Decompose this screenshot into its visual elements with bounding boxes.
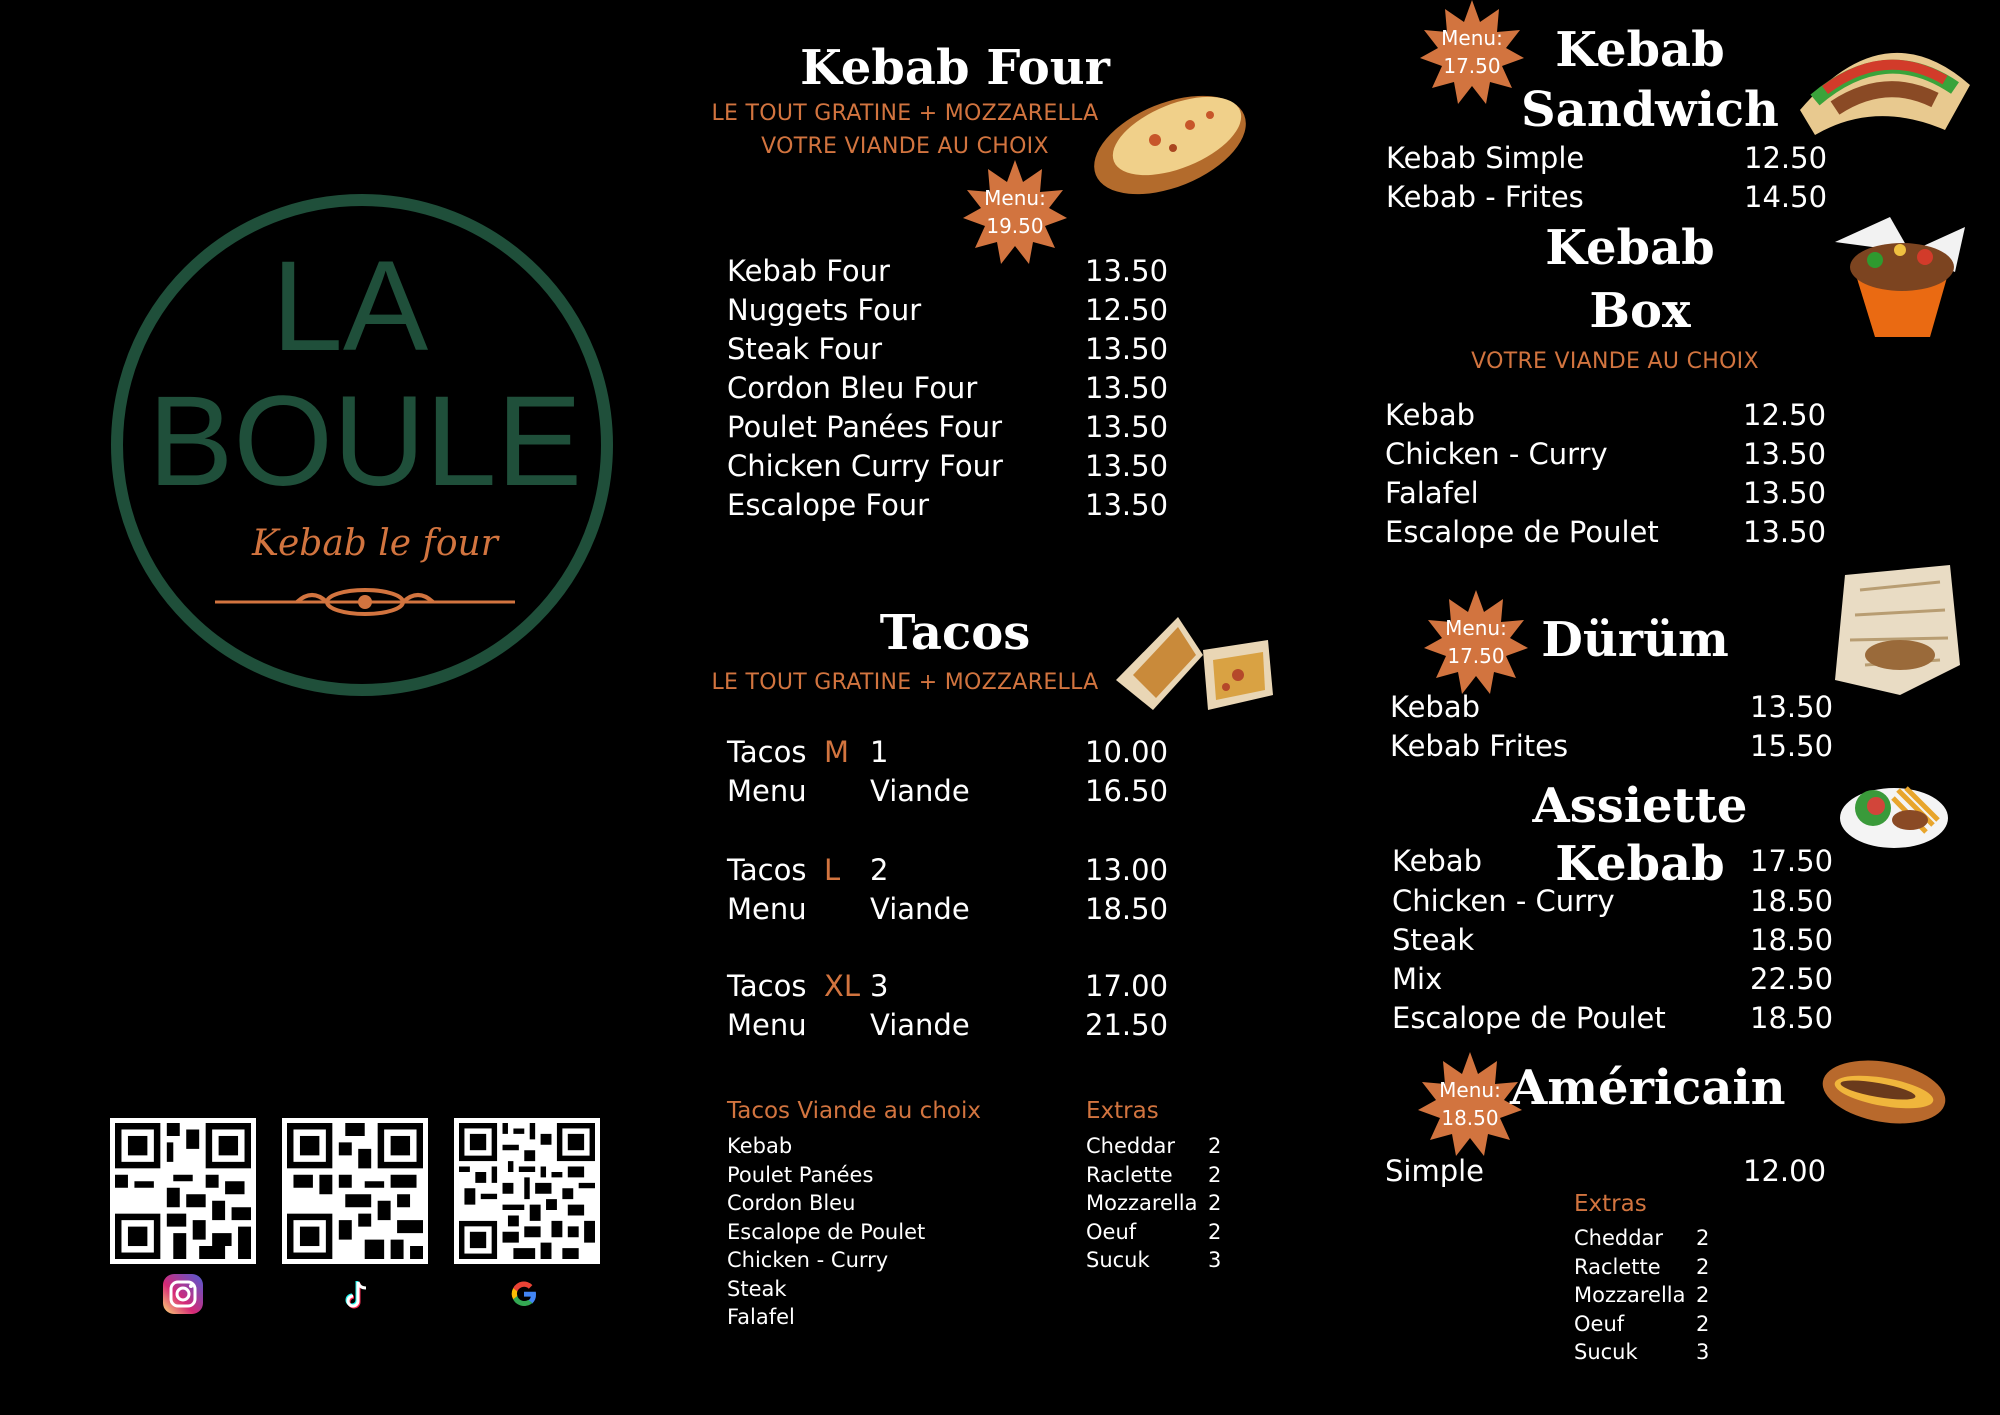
item-price: 22.50 [1750, 962, 1834, 996]
item-name: Kebab Frites [1390, 729, 1569, 763]
extra-name: Mozzarella [1574, 1283, 1686, 1307]
list-item [1574, 1253, 1714, 1282]
tacos-menu-row [727, 1006, 1169, 1045]
extra-price: 3 [1208, 1248, 1222, 1272]
extra-price: 2 [1208, 1219, 1222, 1244]
tacos-viande-list [727, 1132, 925, 1332]
americain-extras-title: Extras [1574, 1191, 1647, 1217]
kebab-four-title: Kebab Four [800, 40, 1110, 96]
tiktok-icon[interactable] [342, 1280, 370, 1312]
item-name: Kebab Simple [1386, 141, 1585, 175]
extra-name: Oeuf [1574, 1311, 1625, 1336]
tacos-menu: Menu [727, 774, 807, 808]
extra-price: 2 [1696, 1254, 1710, 1279]
list-item: Cordon Bleu [727, 1191, 856, 1215]
durum-menu-badge [1424, 590, 1528, 694]
extra-name: Raclette [1574, 1254, 1661, 1279]
list-item [1385, 1152, 1827, 1191]
extra-price: 2 [1696, 1283, 1710, 1307]
tacos-menu-row [727, 890, 1169, 929]
logo-line2: BOULE [148, 370, 582, 513]
tacos-price: 13.00 [1085, 853, 1169, 887]
item-price: 12.50 [1743, 398, 1827, 432]
tacos-size: XL [824, 969, 861, 1003]
list-item [1574, 1224, 1714, 1253]
list-item [727, 252, 1169, 291]
list-item [1086, 1189, 1226, 1218]
list-item [727, 369, 1169, 408]
list-item [1086, 1246, 1226, 1275]
item-price: 14.50 [1744, 180, 1828, 214]
list-item [1086, 1218, 1226, 1247]
kebab-box-image [1830, 212, 1970, 342]
list-item [1386, 178, 1828, 217]
list-item [1574, 1338, 1714, 1367]
assiette-title: Assiette Kebab [1532, 778, 1748, 892]
kebab-sandwich-title-2: Sandwich [1521, 82, 1779, 138]
extra-price: 2 [1696, 1226, 1710, 1250]
tacos-menu-price: 16.50 [1085, 774, 1169, 808]
item-price: 17.50 [1750, 844, 1834, 878]
kebab-box-title-2: Box [1589, 283, 1691, 339]
tacos-viande-title: Tacos Viande au choix [727, 1098, 981, 1124]
item-name: Mix [1392, 962, 1443, 996]
list-item [1385, 435, 1827, 474]
badge-label: Menu: [1445, 616, 1507, 640]
list-item: Poulet Panées [727, 1162, 874, 1187]
tacos-extras-title: Extras [1086, 1098, 1159, 1124]
item-price: 18.50 [1750, 1001, 1834, 1035]
item-price: 18.50 [1750, 923, 1834, 957]
item-price: 13.50 [1085, 254, 1169, 288]
item-price: 12.50 [1744, 141, 1828, 175]
assiette-image [1838, 770, 1950, 852]
tacos-size: M [824, 735, 850, 769]
extra-name: Sucuk [1574, 1340, 1638, 1364]
google-icon[interactable] [508, 1278, 540, 1310]
tacos-image [1108, 605, 1283, 720]
item-name: Kebab Four [727, 254, 890, 288]
qr-google[interactable] [454, 1118, 600, 1264]
item-price: 12.50 [1085, 293, 1169, 327]
kebab-box-sub: VOTRE VIANDE AU CHOIX [1471, 349, 1759, 374]
item-price: 13.50 [1750, 690, 1834, 724]
item-name: Cordon Bleu Four [727, 371, 978, 405]
badge-price: 19.50 [986, 214, 1044, 238]
item-price: 13.50 [1085, 449, 1169, 483]
extra-name: Sucuk [1086, 1248, 1150, 1272]
list-item [1086, 1132, 1226, 1161]
item-name: Poulet Panées Four [727, 410, 1003, 444]
tacos-size: L [824, 853, 841, 887]
extra-price: 2 [1208, 1191, 1222, 1215]
item-price: 13.50 [1743, 476, 1827, 510]
tacos-menu-price: 21.50 [1085, 1008, 1169, 1042]
extra-price: 3 [1696, 1340, 1710, 1364]
list-item [1574, 1281, 1714, 1310]
item-name: Chicken - Curry [1392, 884, 1615, 918]
americain-title: Américain [1510, 1060, 1786, 1116]
item-name: Kebab [1390, 690, 1481, 724]
item-name: Nuggets Four [727, 293, 922, 327]
item-name: Kebab [1385, 398, 1476, 432]
kebab-sandwich-image [1795, 30, 1975, 140]
extra-price: 2 [1208, 1162, 1222, 1187]
instagram-icon[interactable] [161, 1272, 205, 1316]
extra-name: Oeuf [1086, 1219, 1137, 1244]
item-name: Escalope de Poulet [1392, 1001, 1666, 1035]
qr-instagram[interactable] [110, 1118, 256, 1264]
logo-tagline: Kebab le four [252, 523, 498, 564]
list-item [1386, 139, 1828, 178]
tacos-menu: Menu [727, 892, 807, 926]
badge-label: Menu: [984, 186, 1046, 210]
kebab-four-sub2: VOTRE VIANDE AU CHOIX [761, 134, 1049, 159]
extra-price: 2 [1696, 1311, 1710, 1336]
americain-image [1818, 1050, 1950, 1132]
tacos-viande: 3 Viande [870, 969, 970, 1042]
list-item [1392, 882, 1834, 921]
kebab-four-image [1085, 70, 1260, 210]
item-price: 15.50 [1750, 729, 1834, 763]
list-item: Chicken - Curry [727, 1248, 889, 1272]
item-name: Escalope Four [727, 488, 930, 522]
list-item [1086, 1161, 1226, 1190]
tacos-name: Tacos [727, 969, 807, 1003]
extra-name: Mozzarella [1086, 1191, 1198, 1215]
item-price: 12.00 [1743, 1154, 1827, 1188]
item-name: Falafel [1385, 476, 1479, 510]
item-price: 13.50 [1085, 332, 1169, 366]
list-item [1385, 396, 1827, 435]
list-item [727, 447, 1169, 486]
tacos-title: Tacos [879, 605, 1031, 661]
item-name: Chicken - Curry [1385, 437, 1608, 471]
americain-menu-badge [1418, 1052, 1522, 1156]
list-item [1385, 513, 1827, 552]
tacos-viande: 2 Viande [870, 853, 970, 926]
item-name: Simple [1385, 1154, 1485, 1188]
item-name: Steak [1392, 923, 1475, 957]
item-name: Steak Four [727, 332, 883, 366]
list-item [1574, 1310, 1714, 1339]
tacos-menu-price: 18.50 [1085, 892, 1169, 926]
tacos-name: Tacos [727, 853, 807, 887]
badge-price: 17.50 [1447, 644, 1505, 668]
list-item: Kebab [727, 1134, 793, 1158]
kebab-four-sub1: LE TOUT GRATINE + MOZZARELLA [711, 101, 1099, 126]
tacos-sub: LE TOUT GRATINE + MOZZARELLA [711, 670, 1099, 695]
tacos-extras-list [1086, 1132, 1226, 1275]
logo [95, 185, 630, 710]
list-item [1390, 727, 1834, 766]
tacos-menu-row [727, 772, 1169, 811]
badge-label: Menu: [1439, 1078, 1501, 1102]
list-item: Steak [727, 1276, 787, 1301]
item-name: Kebab - Frites [1386, 180, 1584, 214]
kebab-box-title-1: Kebab [1545, 220, 1715, 276]
list-item [727, 486, 1169, 525]
list-item [727, 408, 1169, 447]
list-item [1390, 688, 1834, 727]
americain-extras-list [1574, 1224, 1714, 1367]
list-item [1392, 921, 1834, 960]
item-price: 13.50 [1743, 515, 1827, 549]
list-item [1392, 960, 1834, 999]
item-price: 18.50 [1750, 884, 1834, 918]
badge-price: 17.50 [1443, 54, 1501, 78]
durum-title: Dürüm [1541, 612, 1729, 668]
list-item: Falafel [727, 1305, 795, 1329]
list-item [1385, 474, 1827, 513]
item-name: Chicken Curry Four [727, 449, 1003, 483]
item-name: Kebab [1392, 844, 1483, 878]
extra-price: 2 [1208, 1134, 1222, 1158]
kebab-four-menu-badge [963, 160, 1067, 264]
item-price: 13.50 [1743, 437, 1827, 471]
tacos-price: 10.00 [1085, 735, 1169, 769]
tacos-viande: 1 Viande [870, 735, 970, 808]
extra-name: Cheddar [1574, 1226, 1664, 1250]
tacos-name: Tacos [727, 735, 807, 769]
item-price: 13.50 [1085, 371, 1169, 405]
tacos-menu: Menu [727, 1008, 807, 1042]
list-item: Escalope de Poulet [727, 1219, 926, 1244]
list-item [1392, 999, 1834, 1038]
item-name: Escalope de Poulet [1385, 515, 1659, 549]
item-price: 13.50 [1085, 488, 1169, 522]
list-item [727, 330, 1169, 369]
qr-tiktok[interactable] [282, 1118, 428, 1264]
badge-label: Menu: [1441, 26, 1503, 50]
item-price: 13.50 [1085, 410, 1169, 444]
durum-image [1830, 560, 1965, 700]
kebab-sandwich-title-1: Kebab [1555, 22, 1725, 78]
extra-name: Cheddar [1086, 1134, 1176, 1158]
badge-price: 18.50 [1441, 1106, 1499, 1130]
ornament-icon [215, 590, 515, 614]
extra-name: Raclette [1086, 1162, 1173, 1187]
tacos-price: 17.00 [1085, 969, 1169, 1003]
logo-line1: LA [271, 235, 429, 378]
list-item [727, 291, 1169, 330]
list-item [1392, 842, 1834, 881]
